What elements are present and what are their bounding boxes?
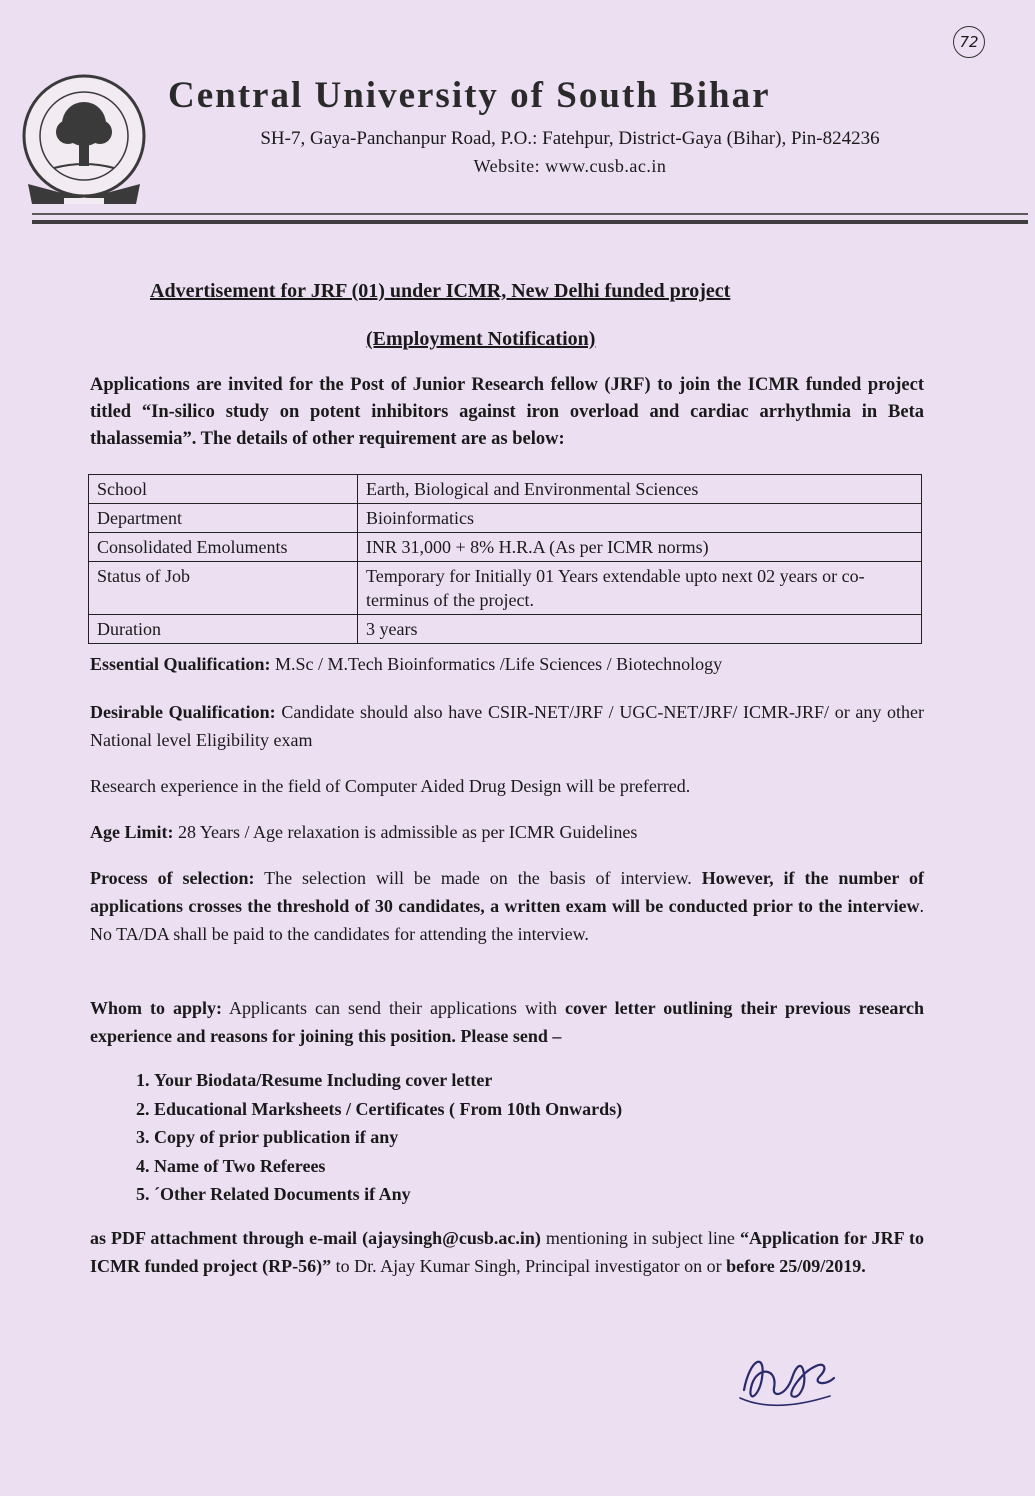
list-item: 5. ´Other Related Documents if Any: [154, 1180, 622, 1209]
list-item: 4. Name of Two Referees: [154, 1152, 622, 1181]
row-value: 3 years: [358, 615, 922, 644]
whom-text: Applicants can send their applications with: [229, 998, 557, 1018]
header-divider: [32, 213, 1028, 215]
age-limit-text: 28 Years / Age relaxation is admissible as per ICMR Guidelines: [177, 822, 638, 842]
row-label: Duration: [89, 615, 358, 644]
essential-label: Essential Qualification: [90, 654, 265, 674]
advertisement-title: Advertisement for JRF (01) under ICMR, New Delhi funded project: [150, 280, 731, 302]
table-row: [89, 533, 922, 562]
details-table: [88, 474, 922, 644]
university-address: SH-7, Gaya-Panchanpur Road, P.O.: Fatehpur, District-Gaya (Bihar), Pin-824236: [260, 128, 880, 149]
row-value: Earth, Biological and Environmental Sciences: [358, 475, 922, 504]
closing-deadline: before 25/09/2019.: [726, 1256, 866, 1276]
table-row: [89, 615, 922, 644]
intro-paragraph: Applications are invited for the Post of Junior Research fellow (JRF) to join the ICMR funded project titled “In-silico study on potent inhibitors against iron overload and cardiac arrhythmia in Beta thalassemia”. The details of other requirement are as below:: [90, 375, 924, 449]
list-item: 1. Your Biodata/Resume Including cover letter: [154, 1066, 622, 1095]
row-value: Bioinformatics: [358, 504, 922, 533]
row-label: Consolidated Emoluments: [89, 533, 358, 562]
notification-title: (Employment Notification): [366, 328, 596, 350]
row-label: Department: [89, 504, 358, 533]
page-number: 72: [953, 26, 985, 58]
table-row: [89, 475, 922, 504]
process-text: The selection will be made on the basis of interview.: [264, 868, 692, 888]
age-limit-label: Age Limit: [90, 822, 168, 842]
university-seal-icon: [20, 72, 148, 212]
closing-email-text: as PDF attachment through e-mail (ajaysingh@cusb.ac.in): [90, 1228, 541, 1248]
process-label: Process of selection: [90, 868, 249, 888]
desirable-text: Candidate should also have CSIR-NET/JRF / UGC-NET/JRF/ ICMR-JRF/ or any other National level Eligibility exam: [90, 702, 924, 750]
whom-label: Whom to apply:: [90, 998, 223, 1018]
desirable-qualification: Desirable Qualification: Candidate should also have CSIR-NET/JRF / UGC-NET/JRF/ ICMR-JRF/ or any other National level Eligibility exam: [90, 702, 924, 750]
closing-text: mentioning in subject line: [545, 1228, 735, 1248]
closing-paragraph: [90, 1224, 924, 1280]
row-label: Status of Job: [89, 562, 358, 615]
desirable-label: Desirable Qualification: [90, 702, 270, 722]
row-value: INR 31,000 + 8% H.R.A (As per ICMR norms): [358, 533, 922, 562]
row-value: Temporary for Initially 01 Years extendable upto next 02 years or co-terminus of the project.: [358, 562, 922, 615]
closing-text-2: to Dr. Ajay Kumar Singh, Principal investigator on or: [335, 1256, 722, 1276]
university-name: Central University of South Bihar: [168, 75, 771, 116]
table-row: [89, 562, 922, 615]
table-row: [89, 504, 922, 533]
whom-to-apply: [90, 994, 924, 1050]
list-item: 3. Copy of prior publication if any: [154, 1123, 622, 1152]
documents-list: [118, 1066, 622, 1209]
header-divider-thick: [32, 220, 1028, 224]
research-experience: Research experience in the field of Computer Aided Drug Design will be preferred.: [90, 776, 691, 796]
row-label: School: [89, 475, 358, 504]
university-website: Website: www.cusb.ac.in: [473, 156, 667, 176]
list-item: 2. Educational Marksheets / Certificates ( From 10th Onwards): [154, 1095, 622, 1124]
closing-subject-line: “Application for JRF to ICMR funded project (RP-56)”: [90, 1228, 925, 1276]
essential-text: M.Sc / M.Tech Bioinformatics /Life Sciences / Biotechnology: [275, 654, 723, 674]
signature-icon: [732, 1338, 842, 1418]
essential-qualification: Essential Qualification: M.Sc / M.Tech Bioinformatics /Life Sciences / Biotechnology: [90, 654, 723, 674]
process-bold-text: However, if the number of applications crosses the threshold of 30 candidates, a written exam will be conducted prior to the interview: [90, 868, 925, 916]
whom-bold-text: cover letter outlining their previous research experience and reasons for joining this position. Please send –: [90, 998, 924, 1046]
process-of-selection: Process of selection: The selection will be made on the basis of interview. However, if the number of applications crosses the threshold of 30 candidates, a written exam will be conducted prior to the interview. No TA/DA shall be paid to the candidates for attending the interview.: [90, 868, 925, 944]
process-text-end: . No TA/DA shall be paid to the candidates for attending the interview.: [90, 896, 924, 944]
age-limit: Age Limit: 28 Years / Age relaxation is admissible as per ICMR Guidelines: [90, 822, 638, 842]
